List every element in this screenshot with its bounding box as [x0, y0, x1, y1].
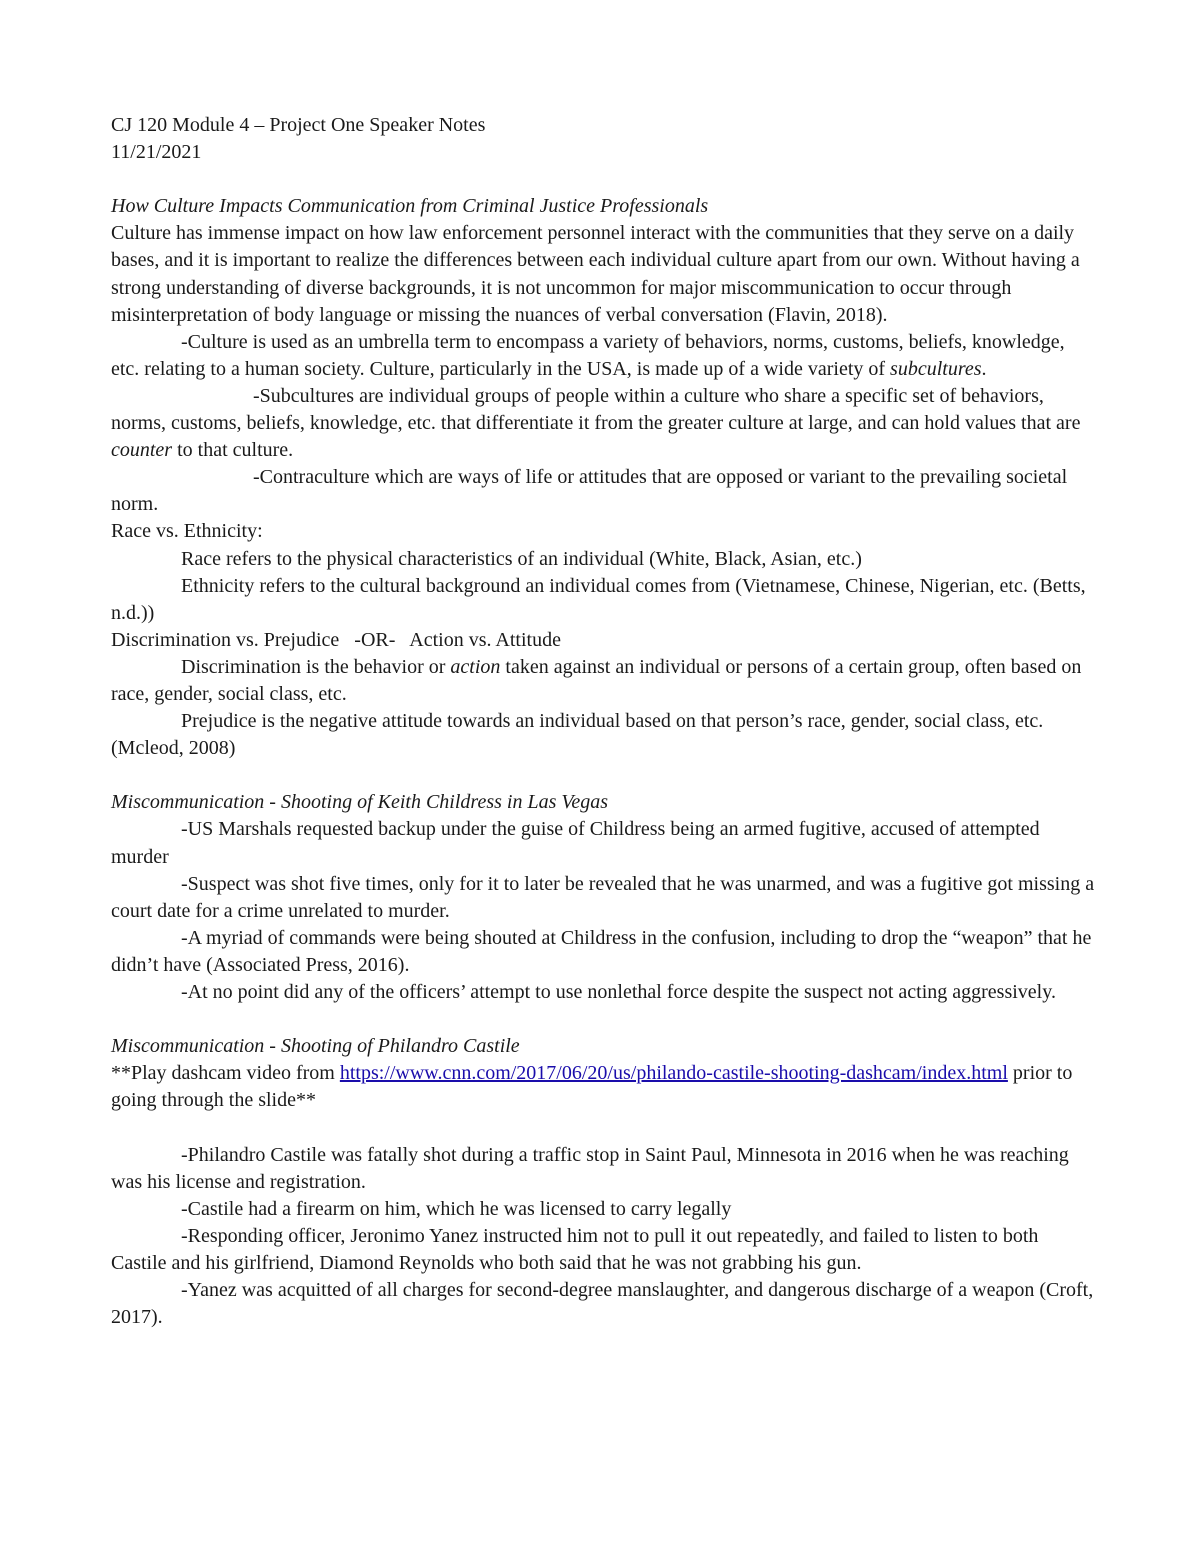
castile-bullet: -Philandro Castile was fatally shot during a traffic stop in Saint Paul, Minnesota in 2016 when he was reaching was his license and registration. [111, 1143, 1069, 1193]
section-heading-culture: How Culture Impacts Communication from Criminal Justice Professionals [111, 195, 709, 218]
section-heading-castile: Miscommunication - Shooting of Philandro Castile [111, 1035, 520, 1058]
document-title: CJ 120 Module 4 – Project One Speaker Notes [111, 114, 486, 136]
culture-definition-text: -Culture is used as an umbrella term to encompass a variety of behaviors, norms, customs, beliefs, knowledge, etc. relating to a human society. Culture, particularly in the USA, is made up of a wide variety of [111, 330, 1065, 380]
play-video-note-end: prior to going through the slide** [111, 1062, 1073, 1112]
childress-bullet: -Suspect was shot five times, only for it to later be revealed that he was unarmed, and was a fugitive got missing a court date for a crime unrelated to murder. [111, 872, 1095, 922]
spacer [111, 1114, 1096, 1141]
discrimination-definition-end: taken against an individual or persons of a certain group, often based on race, gender, social class, etc. [111, 655, 1082, 705]
childress-bullet: -A myriad of commands were being shouted at Childress in the confusion, including to drop the “weapon” that he didn’t have (Associated Press, 2016). [111, 926, 1092, 976]
dashcam-video-link[interactable]: https://www.cnn.com/2017/06/20/us/philando-castile-shooting-dashcam/index.html [339, 1062, 1008, 1085]
race-ethnicity-heading: Race vs. Ethnicity: [111, 520, 263, 543]
play-video-note [111, 1060, 1096, 1114]
subculture-definition-text: -Subcultures are individual groups of people within a culture who share a specific set of behaviors, norms, customs, beliefs, knowledge, etc. that differentiate it from the greater culture at large, and can hold values that are [111, 384, 1081, 435]
discrimination-definition-text: Discrimination is the behavior or [181, 655, 451, 678]
discrimination-definition [111, 654, 1096, 708]
discrimination-prejudice-heading: Discrimination vs. Prejudice -OR- Action vs. Attitude [111, 628, 561, 651]
culture-definition-end: . [981, 357, 987, 380]
section-heading-childress: Miscommunication - Shooting of Keith Childress in Las Vegas [111, 791, 609, 814]
childress-bullet: -US Marshals requested backup under the guise of Childress being an armed fugitive, accused of attempted murder [111, 818, 1040, 868]
castile-bullet: -Responding officer, Jeronimo Yanez instructed him not to pull it out repeatedly, and failed to listen to both Castile and his girlfriend, Diamond Reynolds who both said that he was not grabbing his gun. [111, 1224, 1039, 1274]
culture-definition [111, 329, 1096, 383]
race-definition: Race refers to the physical characteristics of an individual (White, Black, Asian, etc.) [181, 547, 862, 570]
castile-bullet: -Castile had a firearm on him, which he was licensed to carry legally [181, 1197, 732, 1220]
counter-term: counter [111, 439, 173, 462]
document-date: 11/21/2021 [111, 141, 202, 164]
spacer [111, 166, 1096, 193]
subcultures-term: subcultures [890, 357, 982, 380]
spacer [111, 762, 1096, 789]
document-page [111, 112, 1096, 1331]
spacer [111, 1006, 1096, 1033]
castile-bullet: -Yanez was acquitted of all charges for second-degree manslaughter, and dangerous discharge of a weapon (Croft, 2017). [111, 1279, 1094, 1329]
prejudice-definition: Prejudice is the negative attitude towards an individual based on that person’s race, gender, social class, etc. (Mcleod, 2008) [111, 710, 1044, 760]
childress-bullet: -At no point did any of the officers’ attempt to use nonlethal force despite the suspect not acting aggressively. [181, 981, 1056, 1003]
subculture-definition-end: to that culture. [172, 439, 294, 462]
play-video-note-start: **Play dashcam video from [111, 1062, 340, 1085]
ethnicity-definition: Ethnicity refers to the cultural background an individual comes from (Vietnamese, Chinese, Nigerian, etc. (Betts, n.d.)) [111, 574, 1086, 624]
action-term: action [450, 655, 501, 678]
culture-intro-paragraph: Culture has immense impact on how law enforcement personnel interact with the communities that they serve on a daily bases, and it is important to realize the differences between each individual culture apart from our own. Without having a strong understanding of diverse backgrounds, it is not uncommon for major miscommunication to occur through misinterpretation of body language or missing the nuances of verbal conversation (Flavin, 2018). [111, 222, 1080, 326]
subculture-definition [111, 383, 1096, 464]
contraculture-definition: -Contraculture which are ways of life or attitudes that are opposed or variant to the prevailing societal norm. [111, 466, 1068, 516]
